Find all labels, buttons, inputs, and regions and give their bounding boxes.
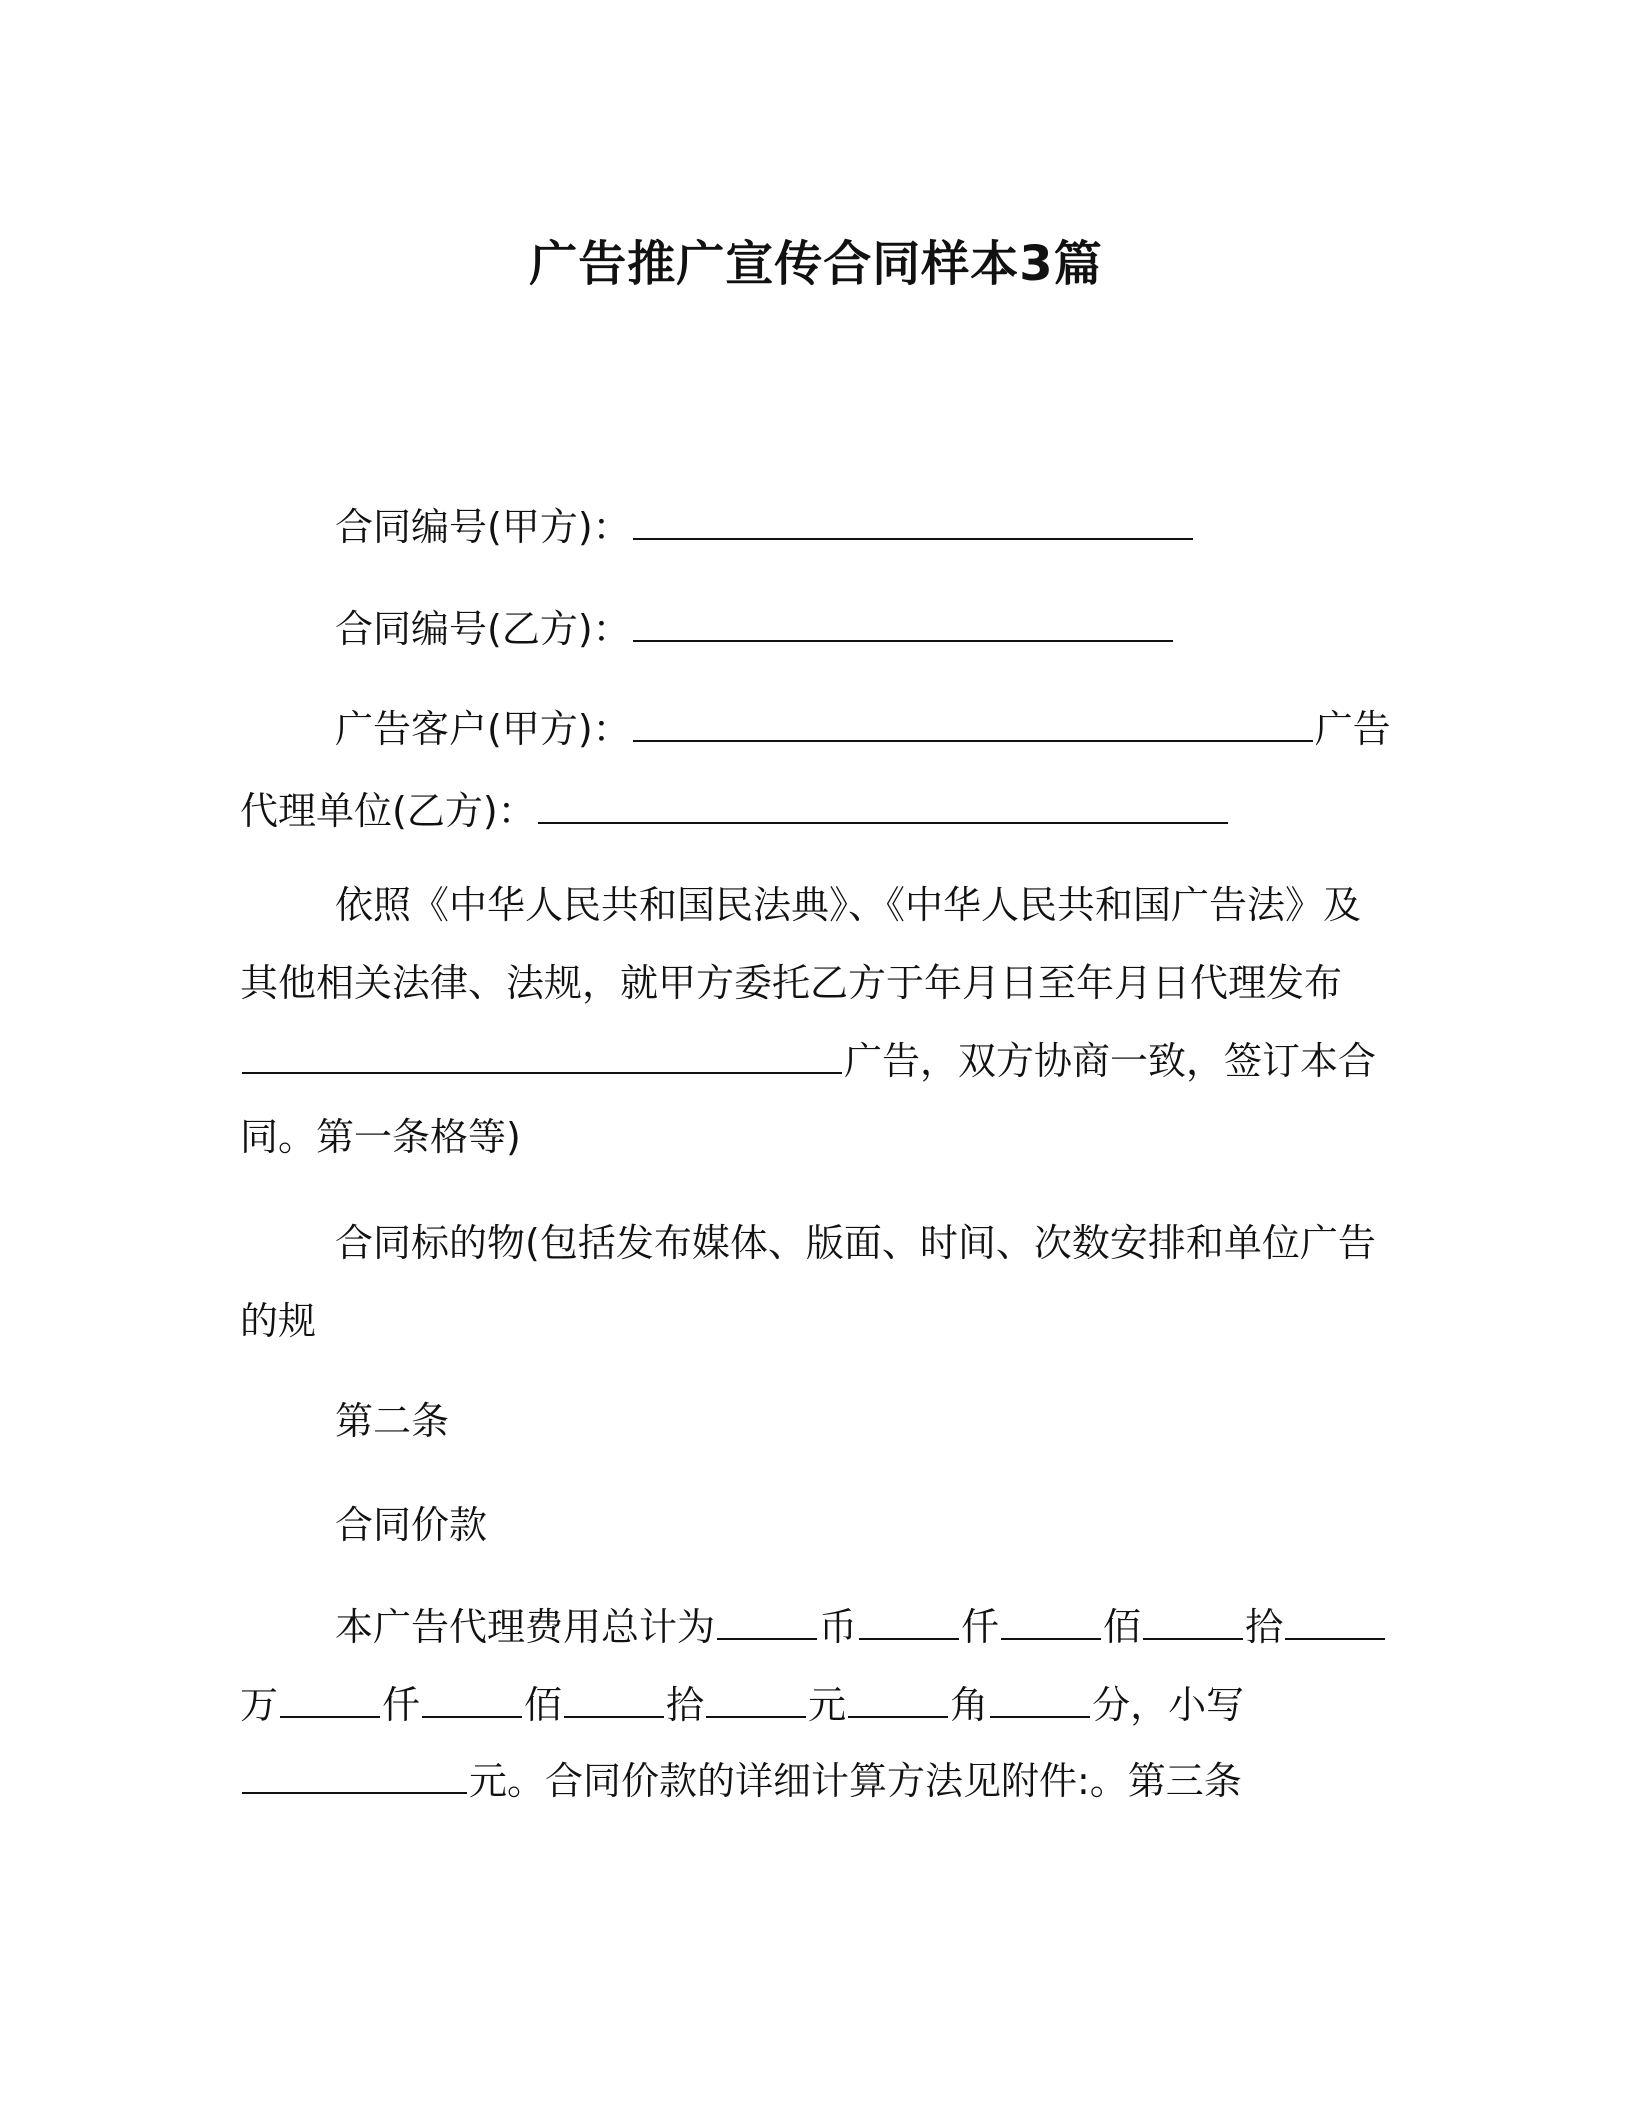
- client-a-tail: 广告: [1314, 707, 1391, 751]
- client-a-line: [240, 704, 1495, 754]
- price-unit-currency: 币: [819, 1605, 858, 1649]
- contract-number-a-line: [240, 502, 1495, 552]
- price-unit-fen: 分，小写: [1092, 1683, 1245, 1727]
- price-unit-qian-2: 仟: [382, 1683, 421, 1727]
- price-line-3-text: 元。合同价款的详细计算方法见附件:。第三条: [469, 1759, 1242, 1803]
- price-blank: [1285, 1602, 1385, 1640]
- paragraph-2-line-2: 的规: [240, 1299, 317, 1343]
- publish-content-blank: [242, 1036, 842, 1074]
- paragraph-1-line-3-text: 广告，双方协商一致，签订本合: [844, 1039, 1377, 1083]
- price-blank: [848, 1680, 948, 1718]
- contract-number-a-blank: [633, 502, 1193, 540]
- price-line-3: [240, 1756, 1400, 1806]
- price-unit-jiao: 角: [950, 1683, 989, 1727]
- price-unit-bai-2: 佰: [524, 1683, 563, 1727]
- price-blank: [717, 1602, 817, 1640]
- price-total-label: 本广告代理费用总计为: [335, 1605, 716, 1649]
- price-unit-shi: 拾: [1245, 1605, 1284, 1649]
- price-blank: [706, 1680, 806, 1718]
- article-2-heading: 第二条: [335, 1399, 450, 1443]
- price-unit-bai: 佰: [1103, 1605, 1142, 1649]
- contract-number-a-label: 合同编号(甲方)：: [335, 505, 631, 549]
- price-blank: [1001, 1602, 1101, 1640]
- price-line-1: [240, 1602, 1495, 1652]
- price-blank: [859, 1602, 959, 1640]
- document-title: 广告推广宣传合同样本3篇: [529, 236, 1103, 292]
- contract-number-b-label: 合同编号(乙方)：: [335, 607, 631, 651]
- price-lowercase-blank: [242, 1756, 467, 1794]
- price-blank: [564, 1680, 664, 1718]
- client-a-label: 广告客户(甲方)：: [335, 707, 631, 751]
- paragraph-2-line-1: 合同标的物(包括发布媒体、版面、时间、次数安排和单位广告: [335, 1221, 1376, 1265]
- paragraph-1-line-1: 依照《中华人民共和国民法典》、《中华人民共和国广告法》及: [335, 883, 1362, 927]
- contract-number-b-line: [240, 604, 1495, 654]
- contract-number-b-blank: [633, 604, 1173, 642]
- paragraph-1-line-4: 同。第一条格等): [240, 1115, 521, 1159]
- price-blank: [1143, 1602, 1243, 1640]
- contract-price-heading: 合同价款: [335, 1503, 488, 1547]
- agent-b-line: [240, 786, 1400, 836]
- price-blank: [990, 1680, 1090, 1718]
- price-blank: [280, 1680, 380, 1718]
- agent-b-blank: [538, 786, 1228, 824]
- price-unit-yuan: 元: [808, 1683, 847, 1727]
- agent-b-label: 代理单位(乙方)：: [240, 789, 536, 833]
- price-unit-shi-2: 拾: [666, 1683, 705, 1727]
- price-line-2: [240, 1680, 1400, 1730]
- price-unit-qian: 仟: [961, 1605, 1000, 1649]
- paragraph-1-line-2: 其他相关法律、法规，就甲方委托乙方于年月日至年月日代理发布: [240, 961, 1343, 1005]
- client-a-blank: [633, 704, 1313, 742]
- price-unit-wan: 万: [240, 1683, 279, 1727]
- price-blank: [422, 1680, 522, 1718]
- paragraph-1-line-3: [240, 1036, 1400, 1086]
